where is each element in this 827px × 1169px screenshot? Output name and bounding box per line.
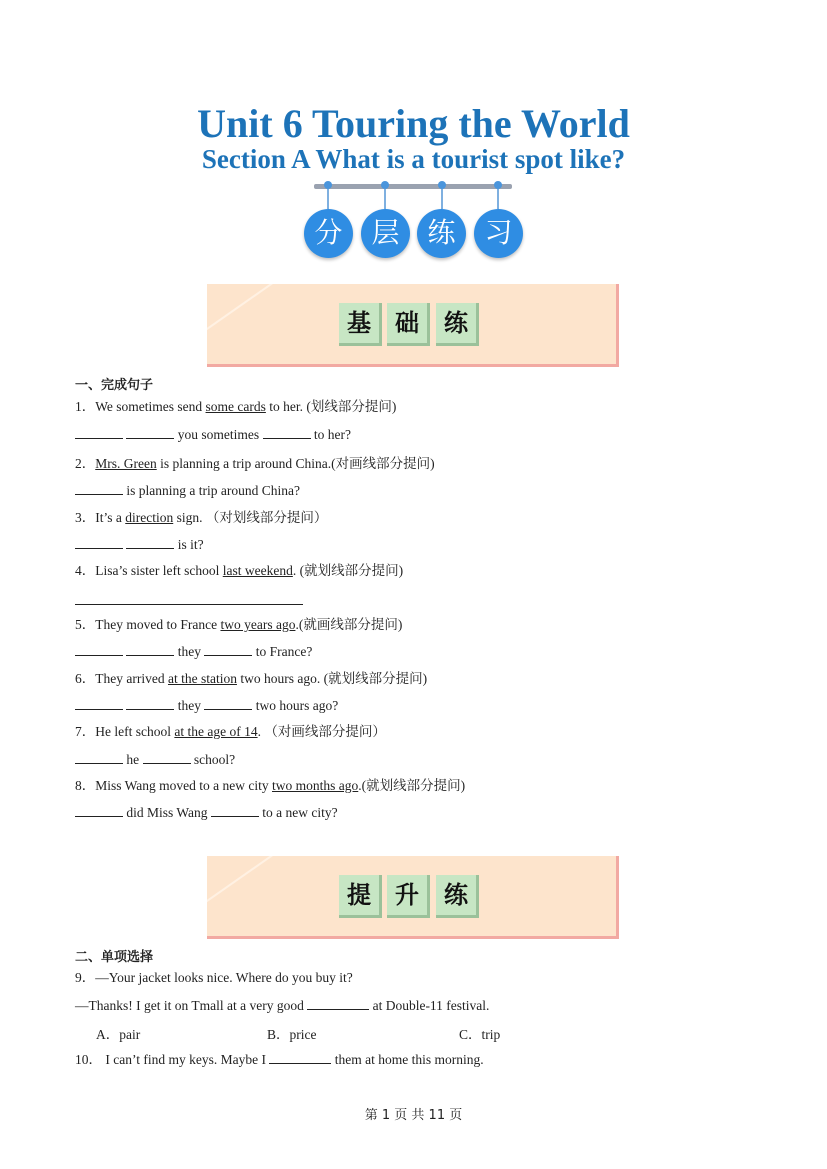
section1-heading: 一、完成句子: [75, 378, 154, 393]
page-footer: 第 1 页 共 11 页: [364, 1108, 463, 1123]
question-3: [75, 509, 327, 527]
answer-text: they: [174, 698, 205, 713]
question-6: [75, 670, 427, 688]
answer-blank[interactable]: [126, 643, 174, 656]
question-number: 2．: [75, 456, 96, 471]
practice-circle: 分: [304, 209, 353, 258]
question-text: We sometimes send: [95, 399, 206, 414]
option-b[interactable]: B．price: [267, 1027, 317, 1042]
underlined-text: last weekend: [222, 563, 293, 578]
answer-blank[interactable]: [75, 536, 123, 549]
underlined-text: Mrs. Green: [95, 456, 157, 471]
underlined-text: two months ago: [272, 778, 359, 793]
answer-blank[interactable]: [75, 697, 123, 710]
answer-long-blank[interactable]: [75, 604, 303, 605]
answer-blank[interactable]: [126, 426, 174, 439]
question-text: . （对画线部分提问）: [257, 724, 386, 739]
underlined-text: at the age of 14: [174, 724, 258, 739]
question-7: [75, 723, 386, 741]
question-number: 7．: [75, 724, 96, 739]
underlined-text: two years ago: [220, 617, 296, 632]
question-text: They arrived: [95, 671, 168, 686]
answer-text: to France?: [252, 644, 313, 659]
banner-stripe: [207, 284, 277, 350]
question-text: to her. (划线部分提问): [265, 399, 397, 414]
answer-5: [75, 643, 312, 661]
answer-blank[interactable]: [75, 804, 123, 817]
section2-heading: 二、单项选择: [75, 950, 154, 965]
answer-2: [75, 482, 300, 500]
answer-text: to a new city?: [258, 805, 338, 820]
question-10: [75, 1051, 484, 1069]
page-subtitle: Section A What is a tourist spot like?: [201, 144, 626, 174]
practice-circle: 习: [474, 209, 523, 258]
question-text: two hours ago. (就划线部分提问): [236, 671, 428, 686]
basic-practice-banner: [207, 284, 619, 367]
question-text: .(就画线部分提问): [295, 617, 403, 632]
decorative-dot: [381, 181, 389, 189]
underlined-text: direction: [125, 510, 174, 525]
question-number: 5．: [75, 617, 96, 632]
question-text: He left school: [95, 724, 175, 739]
answer-blank[interactable]: [211, 804, 259, 817]
question-8: [75, 777, 465, 795]
page-title: Unit 6 Touring the World: [197, 101, 630, 146]
question-number: 6．: [75, 671, 96, 686]
question-5: [75, 616, 402, 634]
question-9-line2: [75, 997, 489, 1015]
question-number: 9．: [75, 970, 96, 985]
answer-text: to her?: [310, 427, 351, 442]
advanced-practice-banner: [207, 856, 619, 939]
question-text: is planning a trip around China.(对画线部分提问): [156, 456, 435, 471]
answer-blank[interactable]: [75, 426, 123, 439]
answer-text: you sometimes: [174, 427, 263, 442]
answer-blank[interactable]: [126, 697, 174, 710]
banner-stripe: [207, 856, 277, 922]
answer-blank[interactable]: [126, 536, 174, 549]
answer-blank[interactable]: [204, 643, 252, 656]
question-text: It’s a: [95, 510, 126, 525]
decorative-dot: [438, 181, 446, 189]
answer-text: two hours ago?: [252, 698, 339, 713]
answer-blank[interactable]: [75, 643, 123, 656]
question-text: Miss Wang moved to a new city: [95, 778, 273, 793]
question-text: They moved to France: [95, 617, 221, 632]
answer-blank[interactable]: [269, 1051, 331, 1064]
answer-blank[interactable]: [263, 426, 311, 439]
underlined-text: at the station: [167, 671, 237, 686]
question-text: —Thanks! I get it on Tmall at a very good: [75, 998, 308, 1013]
question-text: I can’t find my keys. Maybe I: [105, 1052, 270, 1067]
practice-circle: 练: [417, 209, 466, 258]
option-c[interactable]: C．trip: [459, 1027, 501, 1042]
question-text: .(就划线部分提问): [358, 778, 466, 793]
answer-text: did Miss Wang: [123, 805, 211, 820]
practice-circle: 层: [361, 209, 410, 258]
answer-blank[interactable]: [143, 751, 191, 764]
banner-char: 础: [387, 303, 430, 346]
banner-char: 提: [339, 875, 382, 918]
question-text: . (就划线部分提问): [292, 563, 404, 578]
banner-char: 升: [387, 875, 430, 918]
underlined-text: some cards: [205, 399, 266, 414]
banner-char: 练: [436, 303, 479, 346]
decorative-dot: [324, 181, 332, 189]
question-text: at Double-11 festival.: [369, 998, 490, 1013]
decorative-dot: [494, 181, 502, 189]
answer-6: [75, 697, 338, 715]
question-number: 1．: [75, 399, 96, 414]
question-number: 4．: [75, 563, 96, 578]
option-a[interactable]: A．pair: [96, 1027, 141, 1042]
question-4: [75, 562, 403, 580]
answer-7: [75, 751, 235, 769]
answer-blank[interactable]: [75, 751, 123, 764]
answer-text: school?: [190, 752, 236, 767]
answer-blank[interactable]: [204, 697, 252, 710]
question-text: —Your jacket looks nice. Where do you buy it?: [95, 970, 353, 985]
banner-char: 基: [339, 303, 382, 346]
decorative-bar: [314, 184, 512, 189]
answer-blank[interactable]: [307, 997, 369, 1010]
answer-8: [75, 804, 338, 822]
answer-3: [75, 536, 204, 554]
question-number: 8．: [75, 778, 96, 793]
answer-1: [75, 426, 351, 444]
question-text: Lisa’s sister left school: [95, 563, 223, 578]
answer-text: is planning a trip around China?: [123, 483, 300, 498]
answer-text: is it?: [174, 537, 204, 552]
question-text: sign. （对划线部分提问）: [173, 510, 328, 525]
banner-char: 练: [436, 875, 479, 918]
question-text: them at home this morning.: [331, 1052, 484, 1067]
answer-text: they: [174, 644, 205, 659]
question-1: [75, 398, 396, 416]
question-number: 10．: [75, 1052, 102, 1067]
question-9: [75, 969, 353, 987]
question-number: 3．: [75, 510, 96, 525]
question-2: [75, 455, 435, 473]
answer-text: he: [123, 752, 143, 767]
answer-blank[interactable]: [75, 482, 123, 495]
